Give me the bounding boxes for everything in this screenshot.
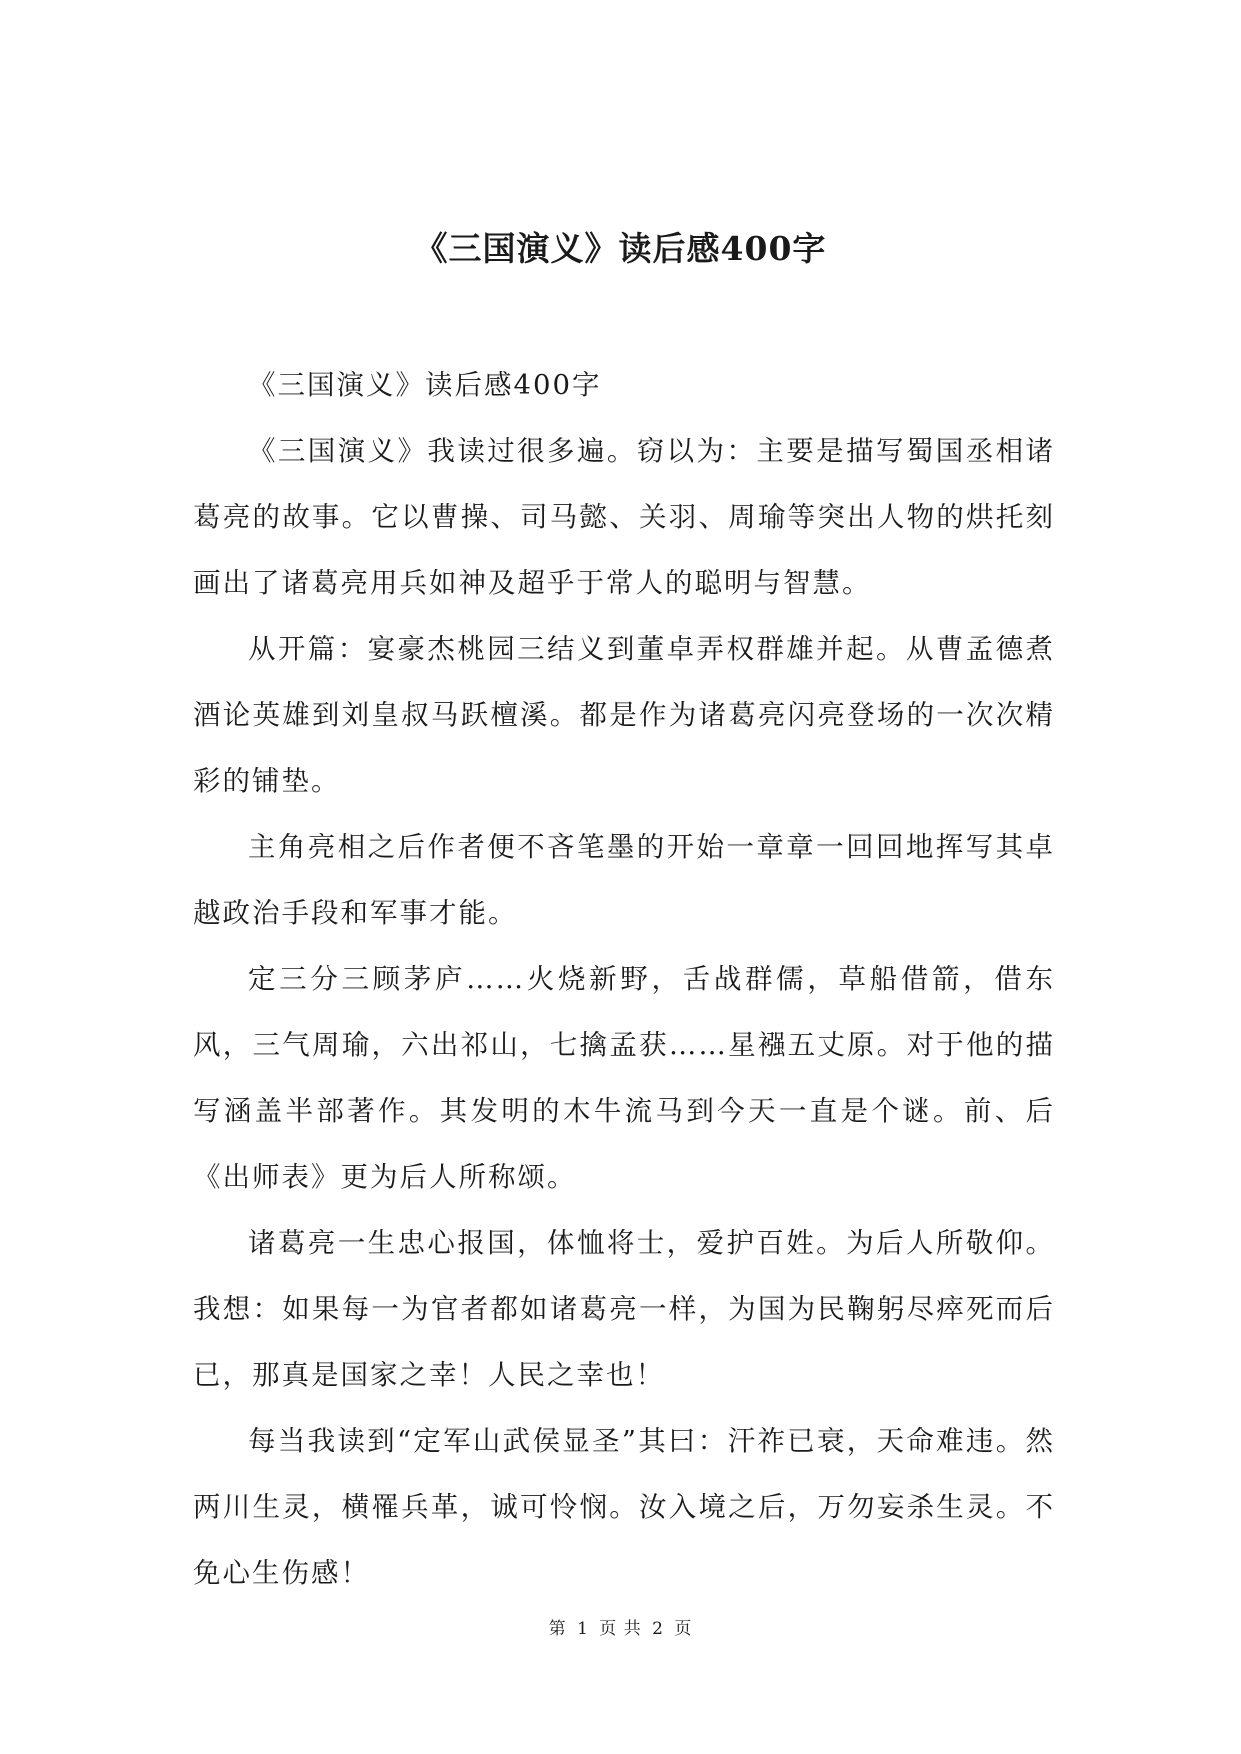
paragraph: 从开篇：宴豪杰桃园三结义到董卓弄权群雄并起。从曹孟德煮酒论英雄到刘皇叔马跃檀溪。都是作为诸葛亮闪亮登场的一次次精彩的铺垫。 bbox=[193, 633, 1055, 797]
paragraph: 每当我读到“定军山武侯显圣”其曰：汗祚已衰，天命难违。然两川生灵，横罹兵革，诚可怜悯。汝入境之后，万勿妄杀生灵。不免心生伤感！ bbox=[193, 1425, 1055, 1589]
paragraph: 《三国演义》我读过很多遍。窃以为：主要是描写蜀国丞相诸葛亮的故事。它以曹操、司马懿、关羽、周瑜等突出人物的烘托刻画出了诸葛亮用兵如神及超乎于常人的聪明与智慧。 bbox=[193, 435, 1055, 599]
paragraph: 定三分三顾茅庐……火烧新野，舌战群儒，草船借箭，借东风，三气周瑜，六出祁山，七擒孟获……星襁五丈原。对于他的描写涵盖半部著作。其发明的木牛流马到今天一直是个谜。前、后《出师表》更为后人所称颂。 bbox=[193, 963, 1055, 1193]
total-pages-number: 2 bbox=[652, 1619, 664, 1639]
paragraph: 诸葛亮一生忠心报国，体恤将士，爱护百姓。为后人所敬仰。我想：如果每一为官者都如诸葛亮一样，为国为民鞠躬尽瘁死而后已，那真是国家之幸！人民之幸也！ bbox=[193, 1227, 1055, 1391]
current-page-number: 1 bbox=[577, 1619, 589, 1639]
page-label-middle: 页 共 bbox=[599, 1619, 642, 1639]
page-footer bbox=[0, 1614, 1241, 1639]
paragraph: 《三国演义》读后感400字 bbox=[248, 369, 602, 401]
page-label-suffix: 页 bbox=[674, 1619, 693, 1639]
document-title: 《三国演义》读后感400字 bbox=[414, 229, 827, 268]
document-body bbox=[193, 352, 1055, 1606]
paragraph: 主角亮相之后作者便不吝笔墨的开始一章章一回回地挥写其卓越政治手段和军事才能。 bbox=[193, 831, 1055, 929]
page-label-prefix: 第 bbox=[548, 1619, 567, 1639]
